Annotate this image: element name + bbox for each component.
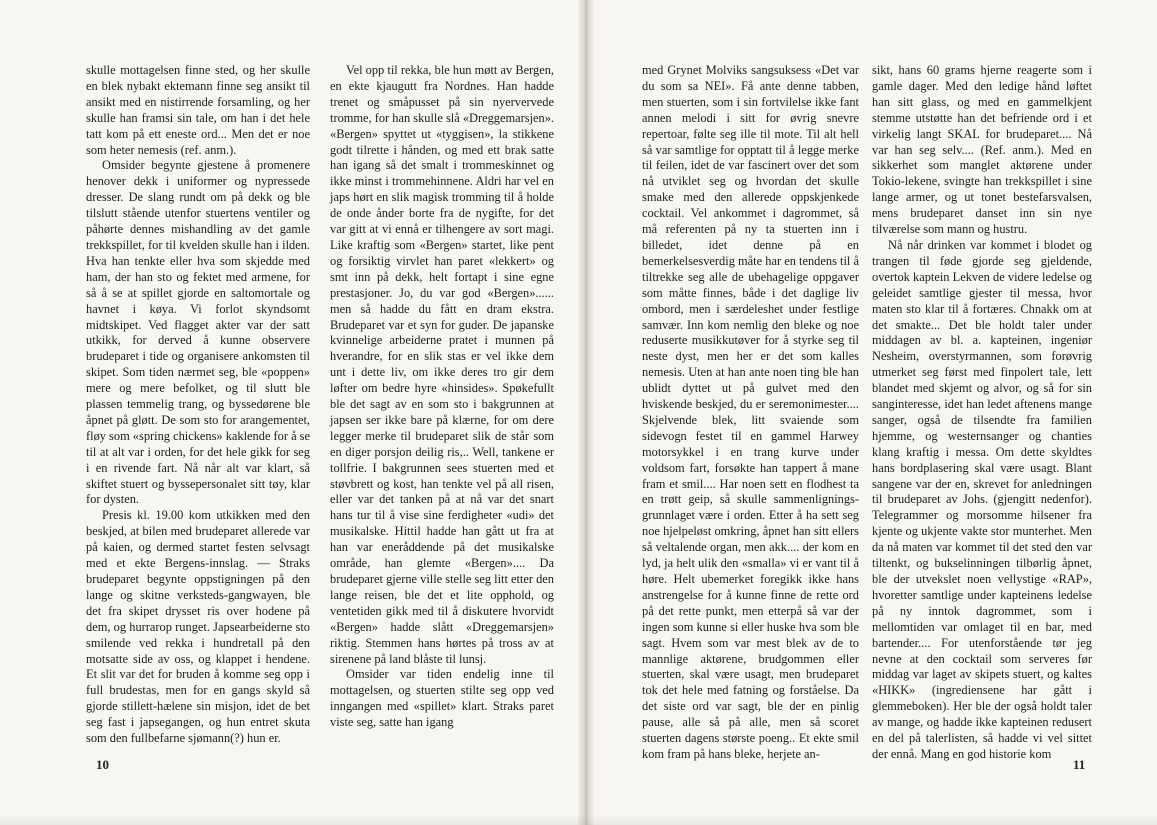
page-number-right: 11 (1073, 757, 1086, 772)
paragraph: Nå når drinken var kommet i blodet og trangen til føde gjorde seg gjeldende, overtok kaptein Lekven de videre ledelse og geleidet samtlige gjester til messa, hvor maten sto klar til å fortæres. Chnakk om at det smakte... Det ble holdt taler under middagen av bl. a. kapteinen, ingeniør Nesheim, overstyrmannen, som forøvrig utmerket seg først med finpolert tale, lett blandet med skjemt og alvor, og så for sin sanginteresse, idet han ledet aftenens mange sanger, også de tilsendte fra familien hjemme, og westernsanger og chanties klang kraftig i messa. Om dette skyldtes hans bordplasering skal være usagt. Blant sangene var der en, skrevet for anledningen til brudeparet av Johs. (gjengitt nedenfor). Telegrammer og morsomme hilsener fra kjente og ukjente vakte stor munterhet. Men da nå maten var kommet til det sted den var tiltenkt, og bukselinningen tilbørlig åpnet, ble der utvekslet noen vellystige «RAP», hvoretter samtlige under kapteinens ledelse på ny inntok dagrommet, som i mellomtiden var omlaget til en bar, med bartender.... For utenforstående tør jeg nevne at den cocktail som serveres før middag var laget av skipets stuert, og kaltes «HIKK» (ingrediensene har gått i glemmeboken). Her ble der også holdt taler av mange, og hadde ikke kapteinen redusert en del på talerlisten, så hadde vi vel sittet der ennå. Mang en god historie kom (872, 237, 1092, 761)
page-number-left: 10 (96, 757, 109, 772)
right-page-column-1 (642, 63, 859, 763)
left-page-column-1 (86, 63, 310, 747)
paragraph: med Grynet Molviks sangsuksess «Det var du som sa NEI». Få ante denne tabben, men stuerten, som i sin fortvilelse ikke fant annen melodi i sitt for øvrig snevre repertoar, følte seg ille til mote. Til alt hell så var samtlige for opptatt til å legge merke til feilen, idet de var fascinert over det som nå utviklet seg og hvordan det skulle smake med den allerede oppskjenkede cocktail. Vel ankommet i dagrommet, så må referenten på ny ta stuerten inn i billedet, idet denne på en bemerkelsesverdig måte har en tendens til å tiltrekke seg alle de ubehagelige oppgaver som måtte finnes, både i det daglige liv ombord, men i særdeleshet under festlige samvær. Inn kom nemlig den bleke og noe reduserte musikkutøver for å styrke seg til neste dyst, men her er det som kalles nemesis. Uten at han ante noen ting ble han ublidt dyttet ut på gulvet med den hviskende beskjed, du er seremonimester.... Skjelvende blek, litt svaiende som sidevogn festet til en gammel Harwey motorsykkel i en trang kurve under voldsom fart, forsøkte han tappert å mane fram et smil.... Har noen sett en flodhest ta en trøtt geip, så skulle sammenlignings-grunnlaget være i orden. Etter å ha sett seg noe hjelpeløst omkring, åpnet han sitt ellers så veltalende organ, men akk.... der kom en lyd, ja helt ulik den «smalla» vi er vant til å høre. Helt ubemerket foregikk ikke hans anstrengelse for å kunne finne de rette ord på det rette punkt, men etterpå så var der ingen som kunne si eller huske hva som ble sagt. Hvem som var mest blek av de to mannlige aktørene, brudgommen eller stuerten, skal være usagt, men brudeparet tok det hele med fatning og forståelse. Da det siste ord var sagt, ble der en pinlig pause, alle så på alle, men så scoret stuerten dagens største poeng.. Et ekte smil kom fram på hans bleke, herjete an- (642, 63, 859, 761)
paragraph: Presis kl. 19.00 kom utkikken med den beskjed, at bilen med brudeparet allerede var på kaien, og dermed startet festen selvsagt med et ekte Bergens-innslag. — Straks brudeparet begynte oppstigningen på den lange og skitne verksteds-gangwayen, ble det fra skipet drysset ris over hodene på dem, og hurrarop runget. Japsearbeiderne sto smilende ved rekka i hundretall på den motsatte side av oss, og klappet i hendene. Et slit var det for bruden å komme seg opp i full brudestas, men for en gangs skyld så gjorde stillett-hælene sin misjon, idet de bet seg fast i japsegangen, og hun entret skuta som den fullbefarne sjømann(?) hun er. (86, 508, 310, 746)
paragraph: Omsider var tiden endelig inne til mottagelsen, og stuerten stilte seg opp ved inngangen med «spillet» klart. Straks paret viste seg, satte han igang (330, 667, 554, 730)
page-shadow (0, 815, 1157, 825)
paragraph: skulle mottagelsen finne sted, og her skulle en blek nybakt ektemann finne seg ansikt til ansikt med en nistirrende forsamling, og her skulle han framsi sin tale, om han i det hele tatt kom på ett eneste ord... Men det er noe som heter nemesis (ref. anm.). (86, 63, 310, 157)
right-page-column-2 (872, 63, 1092, 763)
paragraph: Vel opp til rekka, ble hun møtt av Bergen, en ekte kjaugutt fra Nordnes. Han hadde trenet og småpusset på sin nyervervede tromme, for han skulle slå «Dreggemarsjen». «Bergen» spyttet ut «tyggisen», la stikkene godt tilrette i hånden, og med ett brak satte han igang så det smalt i trommeskinnet og ikke minst i trommehinnene. Aldri har vel en japs hørt en slik magisk tromming til å holde de onde ånder borte fra de nygifte, for det var gitt at vi ennå er tilhengere av sort magi. Like kraftig som «Bergen» startet, like pent og forsiktig virvlet han paret «lekkert» og smt inn på dekk, helt fortapt i sine egne prestasjoner. Jo, du var god «Bergen»...... men så hadde du fått en dram ekstra. Brudeparet var et syn for guder. De japanske kvinnelige arbeiderne pratet i munnen på hverandre, for en slik stas er vel ikke dem unt i dette liv, om ikke deres tro gir dem løfter om bedre hyre «hinsides». Spøkefullt ble det sagt av en som sto i bakgrunnen at japsen ser ikke bare på klærne, for om dere legger merke til brudeparet slik de står som en diger porsjon deilig ris,.. Well, tankene er tollfrie. I bakgrunnen sees stuerten med et støvbrett og kost, han tenkte vel på all risen, eller var det tanken på at nå var det snart hans tur til å vise sine ferdigheter «udi» det musikalske. Hittil hadde han gått ut fra at han var eneråddende på det musikalske område, han glemte «Bergen».... Da brudeparet gjerne ville stelle seg litt etter den lange reisen, ble det et lite opphold, og ventetiden gikk med til å diskutere hvorvidt «Bergen» hadde slått «Dreggemarsjen» riktig. Stemmen hans hørtes på tross av at sirenene på land blåste til lunsj. (330, 63, 554, 666)
book-gutter (578, 0, 594, 825)
paragraph: sikt, hans 60 grams hjerne reagerte som i gamle dager. Med den ledige hånd løftet han sitt glass, og med en gammelkjent stemme utstøtte han det befriende ord i et virkelig langt SKAL for brudeparet.... Nå var han seg selv.... (Ref. anm.). Med en sikkerhet som manglet aktørene under Tokio-lekene, svingte han trekkspillet i sine lange armer, og ut tonet bestefarsvalsen, mens brudeparet danset inn sin nye tilværelse som mann og hustru. (872, 63, 1092, 237)
paragraph: Omsider begynte gjestene å promenere henover dekk i uniformer og nypressede dresser. De slang rundt om på dekk og ble tilslutt stående utenfor stuertens ventiler og påhørte dennes mishandling av det gamle trekkspillet, for til kvelden skulle han i ilden. Hva han tenkte eller hva som skjedde med ham, der han sto og fektet med armene, for så å se at spillet gjorde en saltomortale og havnet i køya. Vi forlot skyndsomt midtskipet. Ved flagget akter var der satt utkikk, for derved å kunne observere brudeparet i tide og organisere ankomsten til skipet. Som tiden nærmet seg, ble «poppen» mere og mere befolket, og til slutt ble plassen temmelig trang, og byssedørene ble åpnet på gløtt. De som sto for arangementet, fløy som «spring chickens» kaklende for å se til at alt var i orden, for det hele gikk for seg i en rivende fart. Nå når alt var klart, så skiftet stuert og byssepersonalet sitt tøy, klar for dysten. (86, 158, 311, 507)
left-page-column-2 (330, 63, 554, 731)
